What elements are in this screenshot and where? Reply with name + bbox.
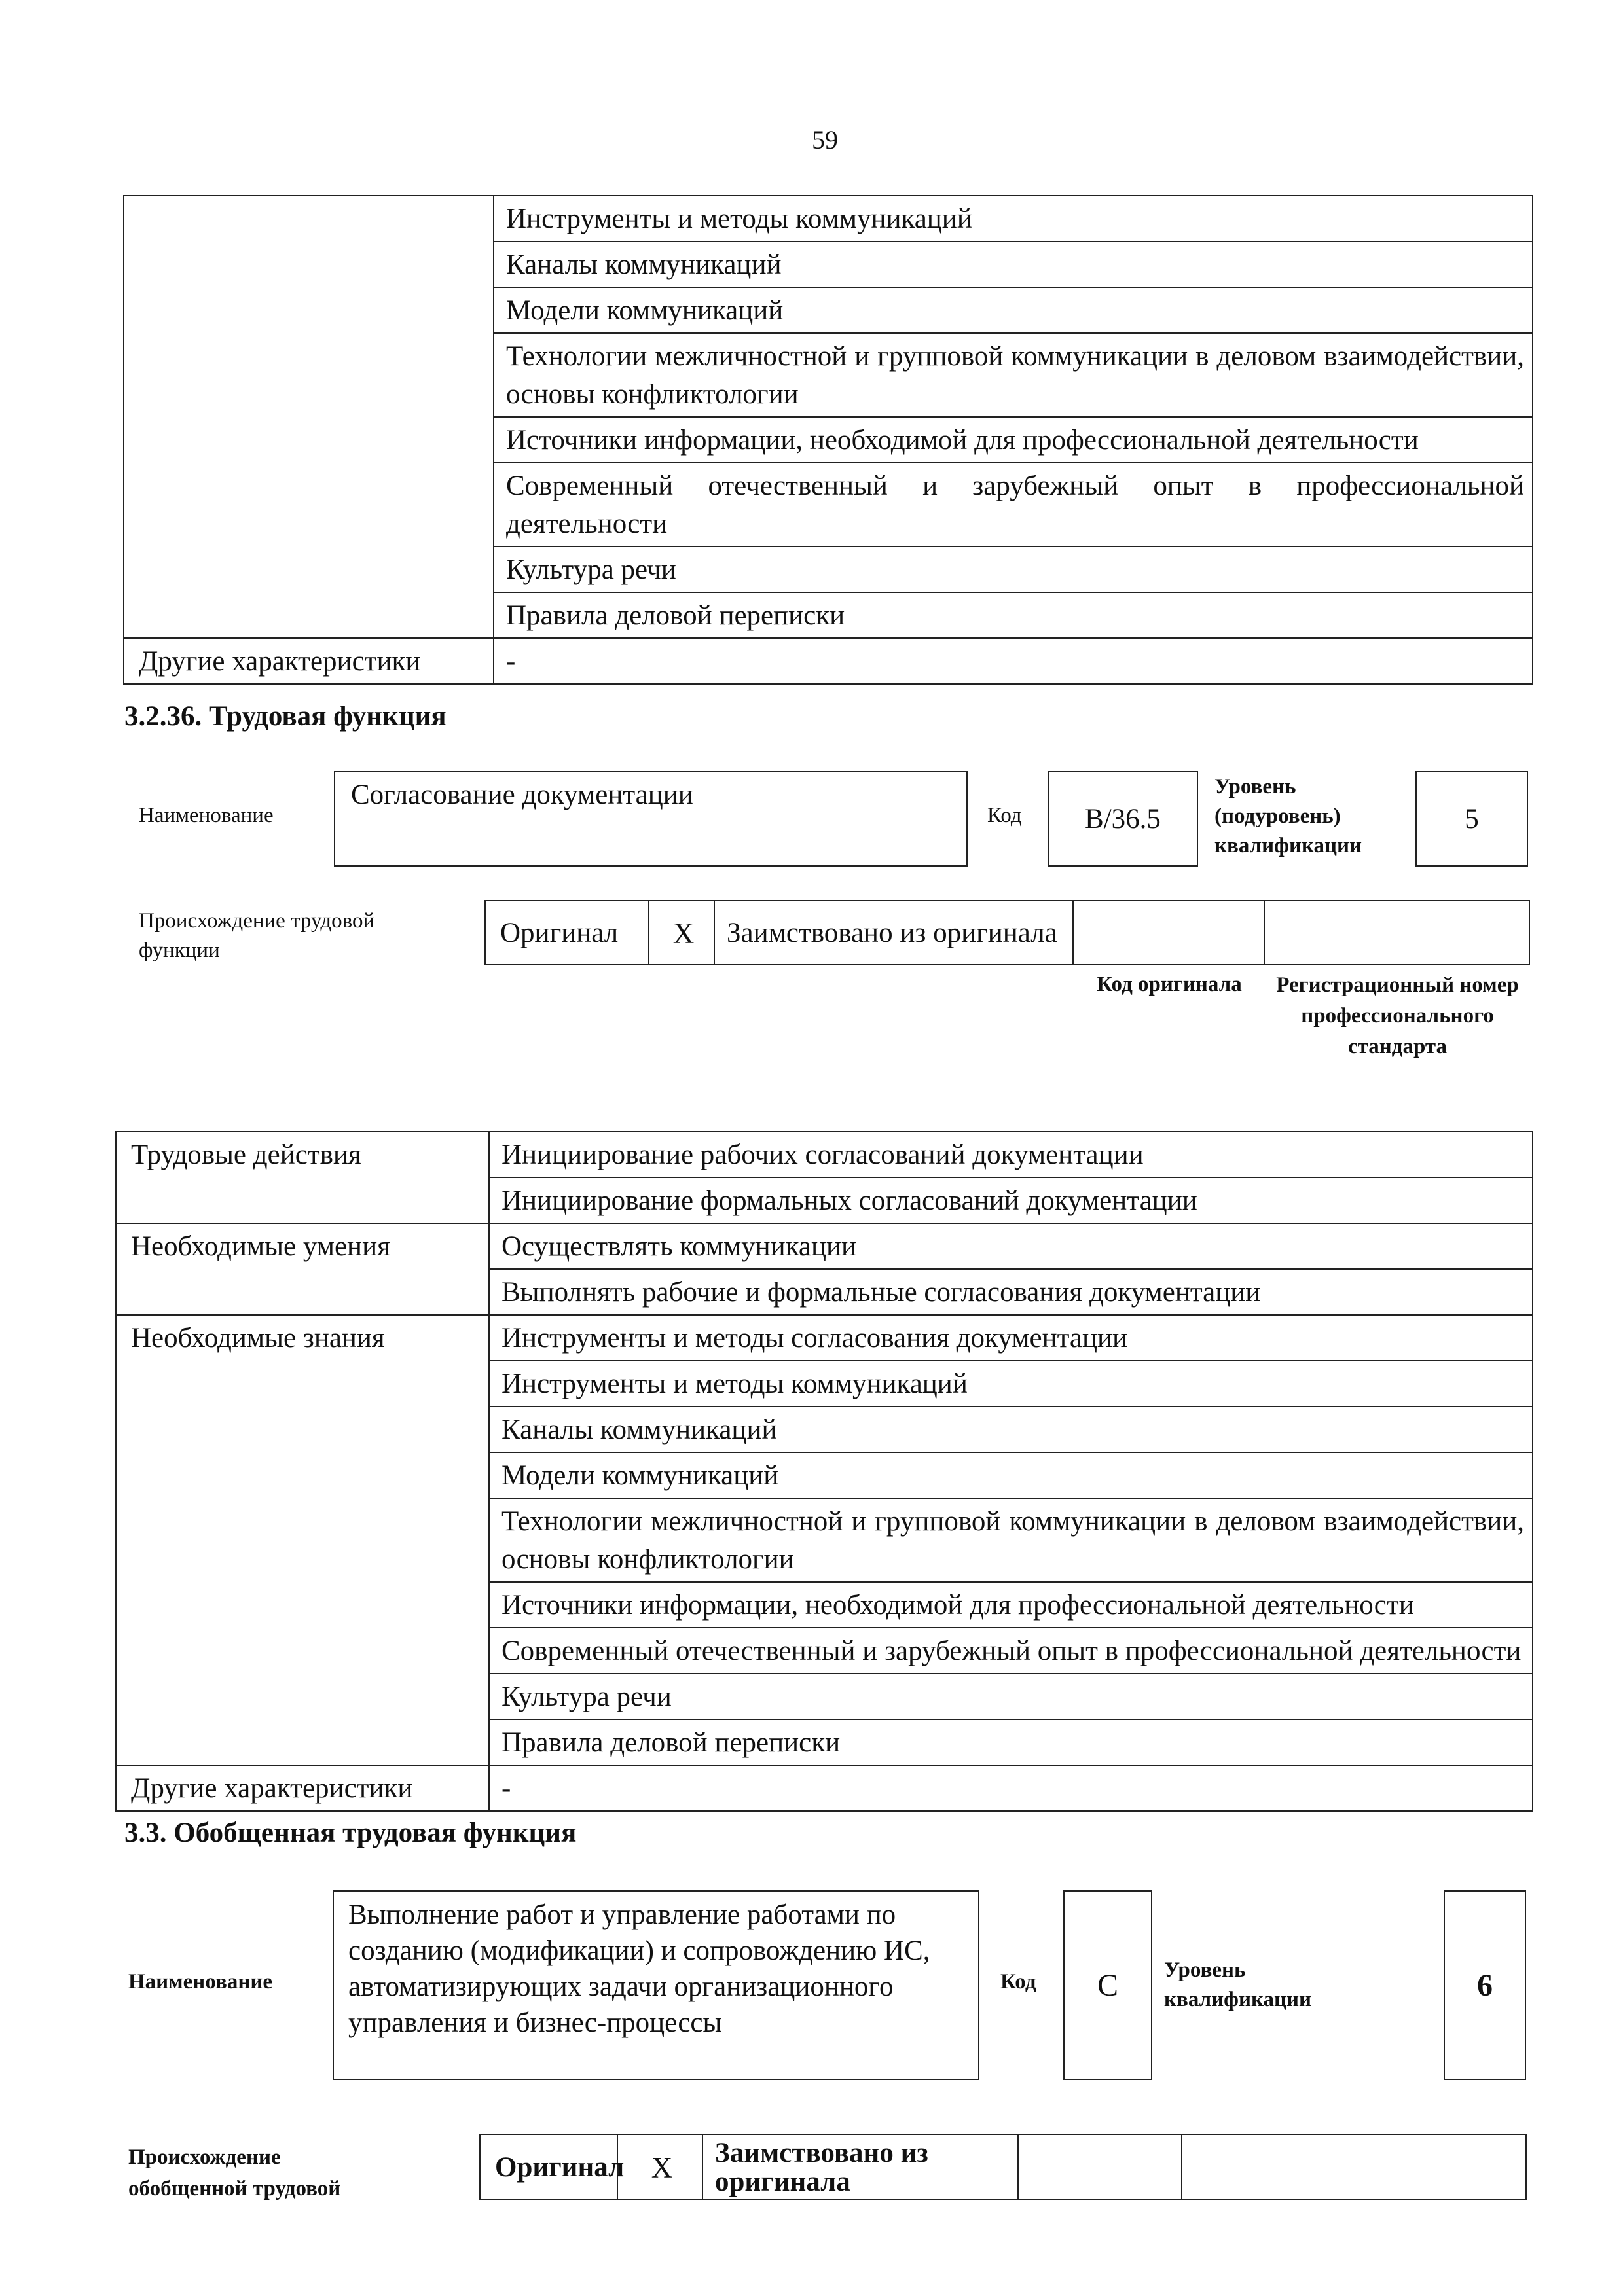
list-item: Современный отечественный и зарубежный опыт в профессиональной деятельности [494, 463, 1533, 547]
code-box [1048, 771, 1198, 867]
table-row [116, 1132, 1533, 1177]
function-name-box [334, 771, 968, 867]
section-heading: 3.3. Обобщенная трудовая функция [124, 1818, 577, 1848]
list-item: - [494, 638, 1533, 684]
origin-label: Происхождение трудовой функции [139, 909, 375, 962]
level-label: Уровень (подуровень) квалификации [1214, 775, 1362, 857]
list-item: Выполнять рабочие и формальные согласования документации [489, 1269, 1533, 1315]
origin-label: Происхождение обобщенной трудовой [128, 2145, 341, 2200]
reg-number-cell [1264, 901, 1529, 965]
list-item: Осуществлять коммуникации [489, 1223, 1533, 1269]
level-label: Уровень квалификации [1164, 1958, 1312, 2011]
list-item: Технологии межличностной и групповой коммуникации в деловом взаимодействии, основы конфликтологии [489, 1498, 1533, 1582]
table-row [116, 1765, 1533, 1811]
code-original-cell [1018, 2134, 1182, 2200]
row-label: Необходимые знания [116, 1315, 489, 1765]
row-label: Необходимые умения [116, 1223, 489, 1315]
code-label: Код [1000, 1970, 1036, 1994]
list-item: Культура речи [494, 547, 1533, 592]
function-name: Согласование документации [351, 780, 693, 810]
table-row [116, 1223, 1533, 1269]
original-mark: X [649, 901, 714, 965]
table-row [116, 1315, 1533, 1361]
row-label: Другие характеристики [124, 638, 494, 684]
code-label: Код [987, 804, 1022, 827]
borrowed-label: Заимствовано из оригинала [714, 901, 1073, 965]
list-item: Правила деловой переписки [494, 592, 1533, 638]
list-item: Инициирование рабочих согласований документации [489, 1132, 1533, 1177]
knowledge-table-continued [123, 195, 1533, 685]
row-label: Трудовые действия [116, 1132, 489, 1223]
list-item: Инструменты и методы согласования документации [489, 1315, 1533, 1361]
list-item: Источники информации, необходимой для профессиональной деятельности [494, 417, 1533, 463]
labor-function-table [115, 1131, 1533, 1812]
origin-table [479, 2134, 1527, 2200]
code-box [1063, 1890, 1152, 2080]
reg-number-cell [1182, 2134, 1526, 2200]
list-item: Модели коммуникаций [489, 1452, 1533, 1498]
table-row [124, 196, 1533, 242]
code-value: C [1097, 1967, 1118, 2003]
label-cell-empty [124, 196, 494, 638]
list-item: Модели коммуникаций [494, 287, 1533, 333]
name-label: Наименование [128, 1970, 272, 1994]
origin-table [484, 900, 1530, 965]
level-box [1444, 1890, 1526, 2080]
list-item: Современный отечественный и зарубежный опыт в профессиональной деятельности [489, 1628, 1533, 1674]
code-original-caption: Код оригинала [1097, 973, 1242, 996]
name-label: Наименование [139, 804, 274, 827]
borrowed-label: Заимствовано из оригинала [702, 2134, 1018, 2200]
section-heading: 3.2.36. Трудовая функция [124, 701, 447, 732]
list-item: Каналы коммуникаций [494, 242, 1533, 287]
reg-number-caption: Регистрационный номер профессионального стандарта [1276, 973, 1519, 1058]
generalized-function-name: Выполнение работ и управление работами по созданию (модификации) и сопровождению ИС, автоматизирующих задачи организационного управления и бизнес-процессы [348, 1899, 930, 2038]
list-item: Технологии межличностной и групповой коммуникации в деловом взаимодействии, основы конфликтологии [494, 333, 1533, 417]
page-number: 59 [812, 125, 838, 154]
list-item: Правила деловой переписки [489, 1719, 1533, 1765]
list-item: - [489, 1765, 1533, 1811]
level-value: 6 [1477, 1967, 1493, 2003]
table-row [124, 638, 1533, 684]
list-item: Каналы коммуникаций [489, 1407, 1533, 1452]
original-label: Оригинал [485, 901, 649, 965]
list-item: Инструменты и методы коммуникаций [494, 196, 1533, 242]
list-item: Источники информации, необходимой для профессиональной деятельности [489, 1582, 1533, 1628]
code-original-cell [1073, 901, 1264, 965]
list-item: Инициирование формальных согласований документации [489, 1177, 1533, 1223]
level-value: 5 [1465, 803, 1479, 834]
original-label: Оригинал [480, 2134, 617, 2200]
list-item: Инструменты и методы коммуникаций [489, 1361, 1533, 1407]
row-label: Другие характеристики [116, 1765, 489, 1811]
generalized-function-name-box [333, 1890, 979, 2080]
list-item: Культура речи [489, 1674, 1533, 1719]
code-value: B/36.5 [1085, 803, 1161, 834]
level-box [1415, 771, 1528, 867]
original-mark: X [617, 2134, 702, 2200]
